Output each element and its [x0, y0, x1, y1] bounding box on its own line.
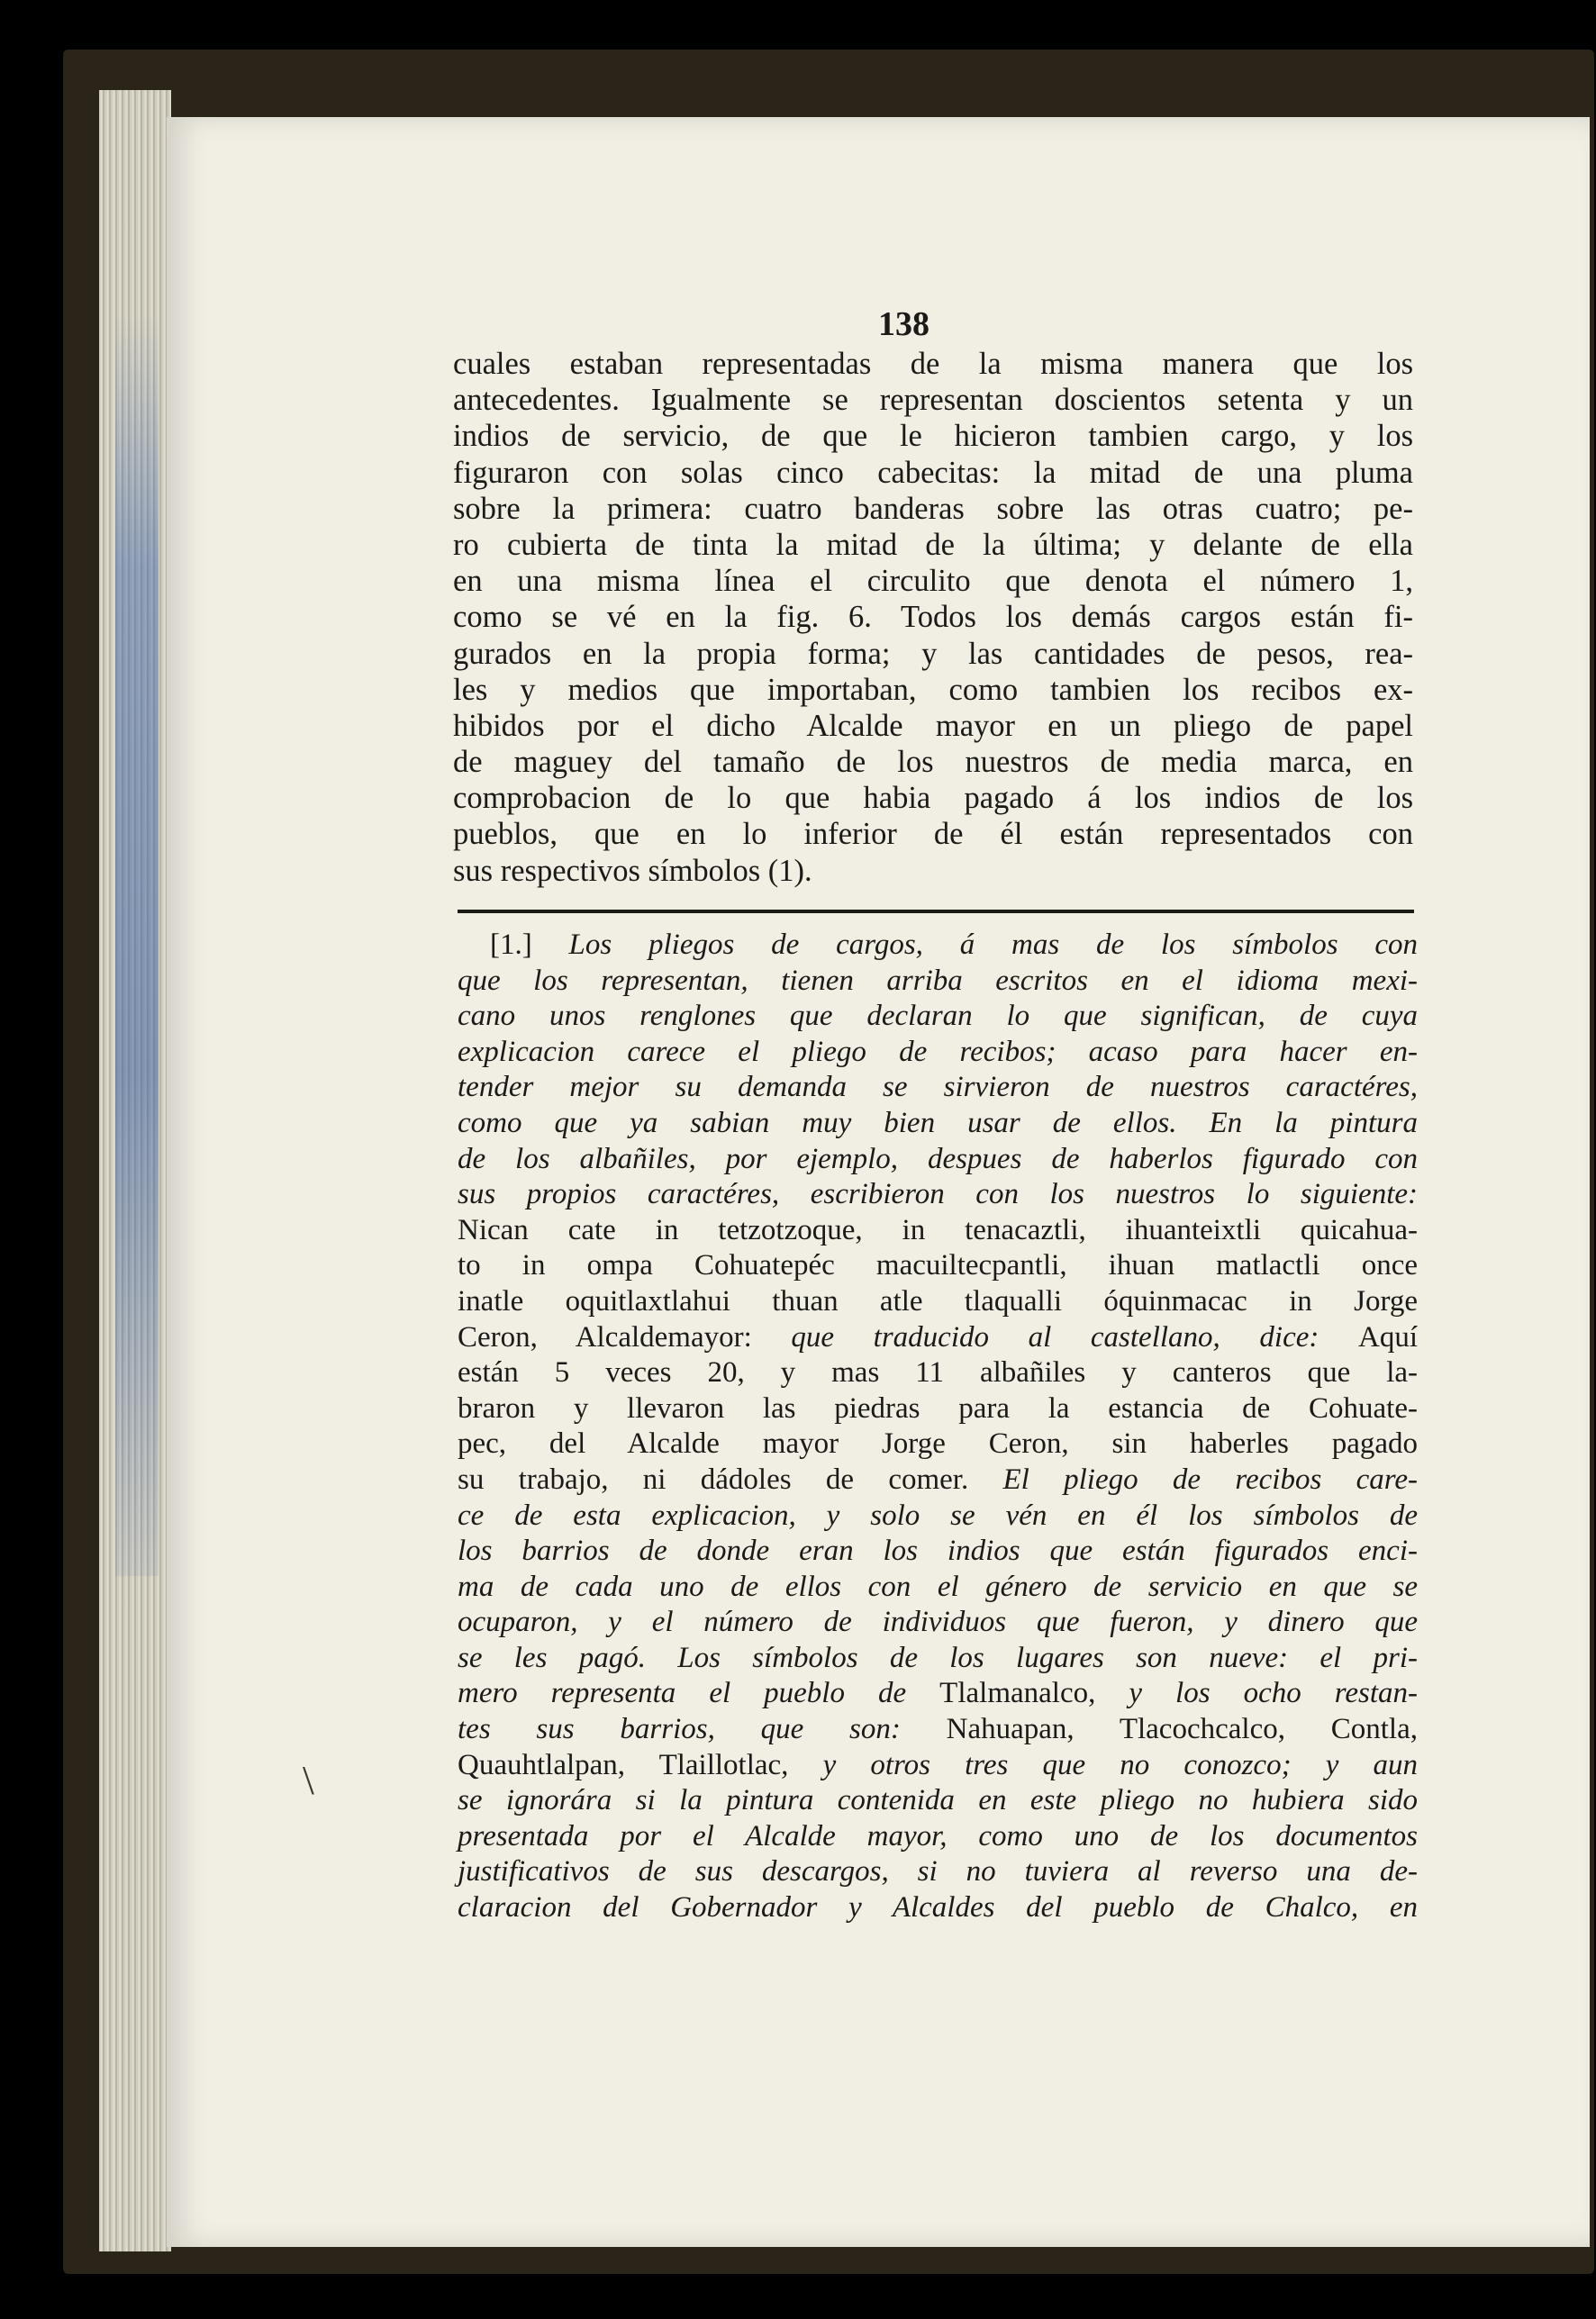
footnote-segment: cano unos renglones que declaran lo que significan, de cuya: [458, 1000, 1418, 1033]
footnote-line: [458, 1320, 1418, 1356]
footnote-line: [458, 1070, 1418, 1106]
margin-mark: \: [303, 1757, 314, 1803]
text-line: les y medios que importaban, como tambien los recibos ex-: [453, 672, 1413, 707]
footnote-segment: Los pliegos de cargos, á mas de los símbolos con: [568, 929, 1419, 961]
footnote-segment: ma de cada uno de ellos con el género de servicio en que se: [458, 1570, 1418, 1603]
footnote-line: [458, 1890, 1418, 1926]
footnote-line: [458, 1499, 1418, 1535]
footnote-segment: Nahuapan, Tlacochcalco, Contla,: [946, 1713, 1418, 1746]
footnote-segment: Quauhtlalpan, Tlaillotlac,: [458, 1748, 823, 1781]
text-line: figuraron con solas cinco cabecitas: la mitad de una pluma: [453, 455, 1413, 490]
footnote-line: [458, 1748, 1418, 1784]
footnote-segment: El pliego de recibos care-: [1002, 1463, 1418, 1496]
footnote-segment: tender mejor su demanda se sirvieron de nuestros caractéres,: [458, 1071, 1418, 1104]
text-line: cuales estaban representadas de la misma manera que los: [453, 347, 1413, 381]
footnote-line: [458, 1819, 1418, 1855]
footnote-line: [458, 1142, 1418, 1178]
footnote-segment: Tlalmanalco,: [939, 1677, 1129, 1710]
footnote-segment: presentada por el Alcalde mayor, como uno de los documentos: [458, 1819, 1418, 1852]
footnote-segment: se les pagó. Los símbolos de los lugares son nueve: el pri-: [458, 1641, 1418, 1674]
footnote-line: [458, 1248, 1418, 1284]
footnote-rule: [458, 910, 1414, 913]
footnote-line: [458, 1284, 1418, 1320]
footnote-segment: y otros tres que no conozco; y aun: [822, 1748, 1418, 1781]
footnote-segment: mero representa el pueblo de: [458, 1677, 940, 1710]
footnote-segment: y los ocho restan-: [1129, 1677, 1419, 1710]
footnote-line: [458, 1783, 1418, 1819]
footnote-segment: ce de esta explicacion, y solo se vén en él los símbolos de: [458, 1499, 1418, 1532]
footnote-line: [458, 1035, 1418, 1071]
footnote-segment: pec, del Alcalde mayor Jorge Ceron, sin haberles pagado: [458, 1427, 1418, 1461]
footnote-line: [458, 1213, 1418, 1249]
text-line: gurados en la propia forma; y las cantidades de pesos, rea-: [453, 636, 1413, 671]
footnote-line: [458, 999, 1418, 1035]
footnote-segment: están 5 veces 20, y mas 11 albañiles y canteros que la-: [458, 1356, 1418, 1390]
footnote-line: [458, 1641, 1418, 1677]
footnote-line: [458, 1463, 1418, 1499]
footnote-segment: como que ya sabian muy bien usar de ellos. En la pintura: [458, 1106, 1418, 1139]
text-line: hibidos por el dicho Alcalde mayor en un pliego de papel: [453, 708, 1413, 743]
footnote-segment: se ignorára si la pintura contenida en este pliego no hubiera sido: [458, 1784, 1418, 1817]
footnote-line: [458, 1534, 1418, 1570]
footnote-segment: sus propios caractéres, escribieron con los nuestros lo siguiente:: [458, 1178, 1418, 1211]
footnote-line: [458, 1854, 1418, 1890]
footnote-line: [458, 1355, 1418, 1391]
footnote-segment: que los representan, tienen arriba escritos en el idioma mexi-: [458, 964, 1418, 997]
footnote-segment: tes sus barrios, que son:: [458, 1713, 947, 1746]
footnote-line: [458, 1676, 1418, 1712]
footnote-segment: to in ompa Cohuatepéc macuiltecpantli, ihuan matlactli once: [458, 1249, 1418, 1282]
footnote-segment: ocuparon, y el número de individuos que fueron, y dinero que: [458, 1606, 1418, 1639]
footnote-line: [458, 928, 1418, 964]
footnote-line: [458, 964, 1418, 1000]
footnote-segment: justificativos de sus descargos, si no tuviera al reverso una de-: [458, 1855, 1418, 1889]
footnote-segment: de los albañiles, por ejemplo, despues de haberlos figurado con: [458, 1142, 1418, 1175]
footnote-segment: que traducido al castellano, dice:: [791, 1320, 1358, 1354]
footnote-line: [458, 1570, 1418, 1606]
footnote-segment: Nican cate in tetzotzoque, in tenacaztli, ihuanteixtli quicahua-: [458, 1213, 1418, 1246]
footnote-line: [458, 1605, 1418, 1641]
footnote-segment: inatle oquitlaxtlahui thuan atle tlaqualli óquinmacac in Jorge: [458, 1284, 1418, 1318]
footnote-segment: claracion del Gobernador y Alcaldes del pueblo de Chalco, en: [458, 1891, 1418, 1925]
footnote-segment: braron y llevaron las piedras para la estancia de Cohuate-: [458, 1391, 1418, 1425]
footnote-segment: su trabajo, ni dádoles de comer.: [458, 1463, 1003, 1496]
footnote-line: [458, 1106, 1418, 1142]
text-line: antecedentes. Igualmente se representan doscientos setenta y un: [453, 383, 1413, 418]
text-line: ro cubierta de tinta la mitad de la última; y delante de ella: [453, 527, 1413, 562]
text-line: como se vé en la fig. 6. Todos los demás cargos están fi-: [453, 600, 1413, 635]
text-line: de maguey del tamaño de los nuestros de media marca, en: [453, 745, 1413, 780]
library-stamp: [115, 315, 159, 1576]
footnote-line: [458, 1712, 1418, 1748]
footnote-line: [458, 1391, 1418, 1427]
text-line: en una misma línea el circulito que denota el número 1,: [453, 564, 1413, 599]
footnote-segment: explicacion carece el pliego de recibos; acaso para hacer en-: [458, 1035, 1418, 1068]
page-number: 138: [878, 305, 929, 343]
footnote-segment: Aquí: [1357, 1320, 1418, 1354]
footnote-line: [458, 1177, 1418, 1213]
footnote-block: [458, 928, 1418, 1926]
footnote-line: [458, 1427, 1418, 1463]
text-line: comprobacion de lo que habia pagado á los indios de los: [453, 781, 1413, 816]
footnote-segment: [1.]: [490, 929, 569, 961]
text-line: sus respectivos símbolos (1).: [453, 853, 812, 888]
text-line: sobre la primera: cuatro banderas sobre las otras cuatro; pe-: [453, 491, 1413, 526]
footnote-segment: Ceron, Alcaldemayor:: [458, 1320, 792, 1354]
footnote-segment: los barrios de donde eran los indios que están figurados enci-: [458, 1535, 1418, 1568]
text-line: pueblos, que en lo inferior de él están representados con: [453, 817, 1413, 852]
main-text-block: [453, 346, 1413, 889]
text-line: indios de servicio, de que le hicieron tambien cargo, y los: [453, 419, 1413, 454]
